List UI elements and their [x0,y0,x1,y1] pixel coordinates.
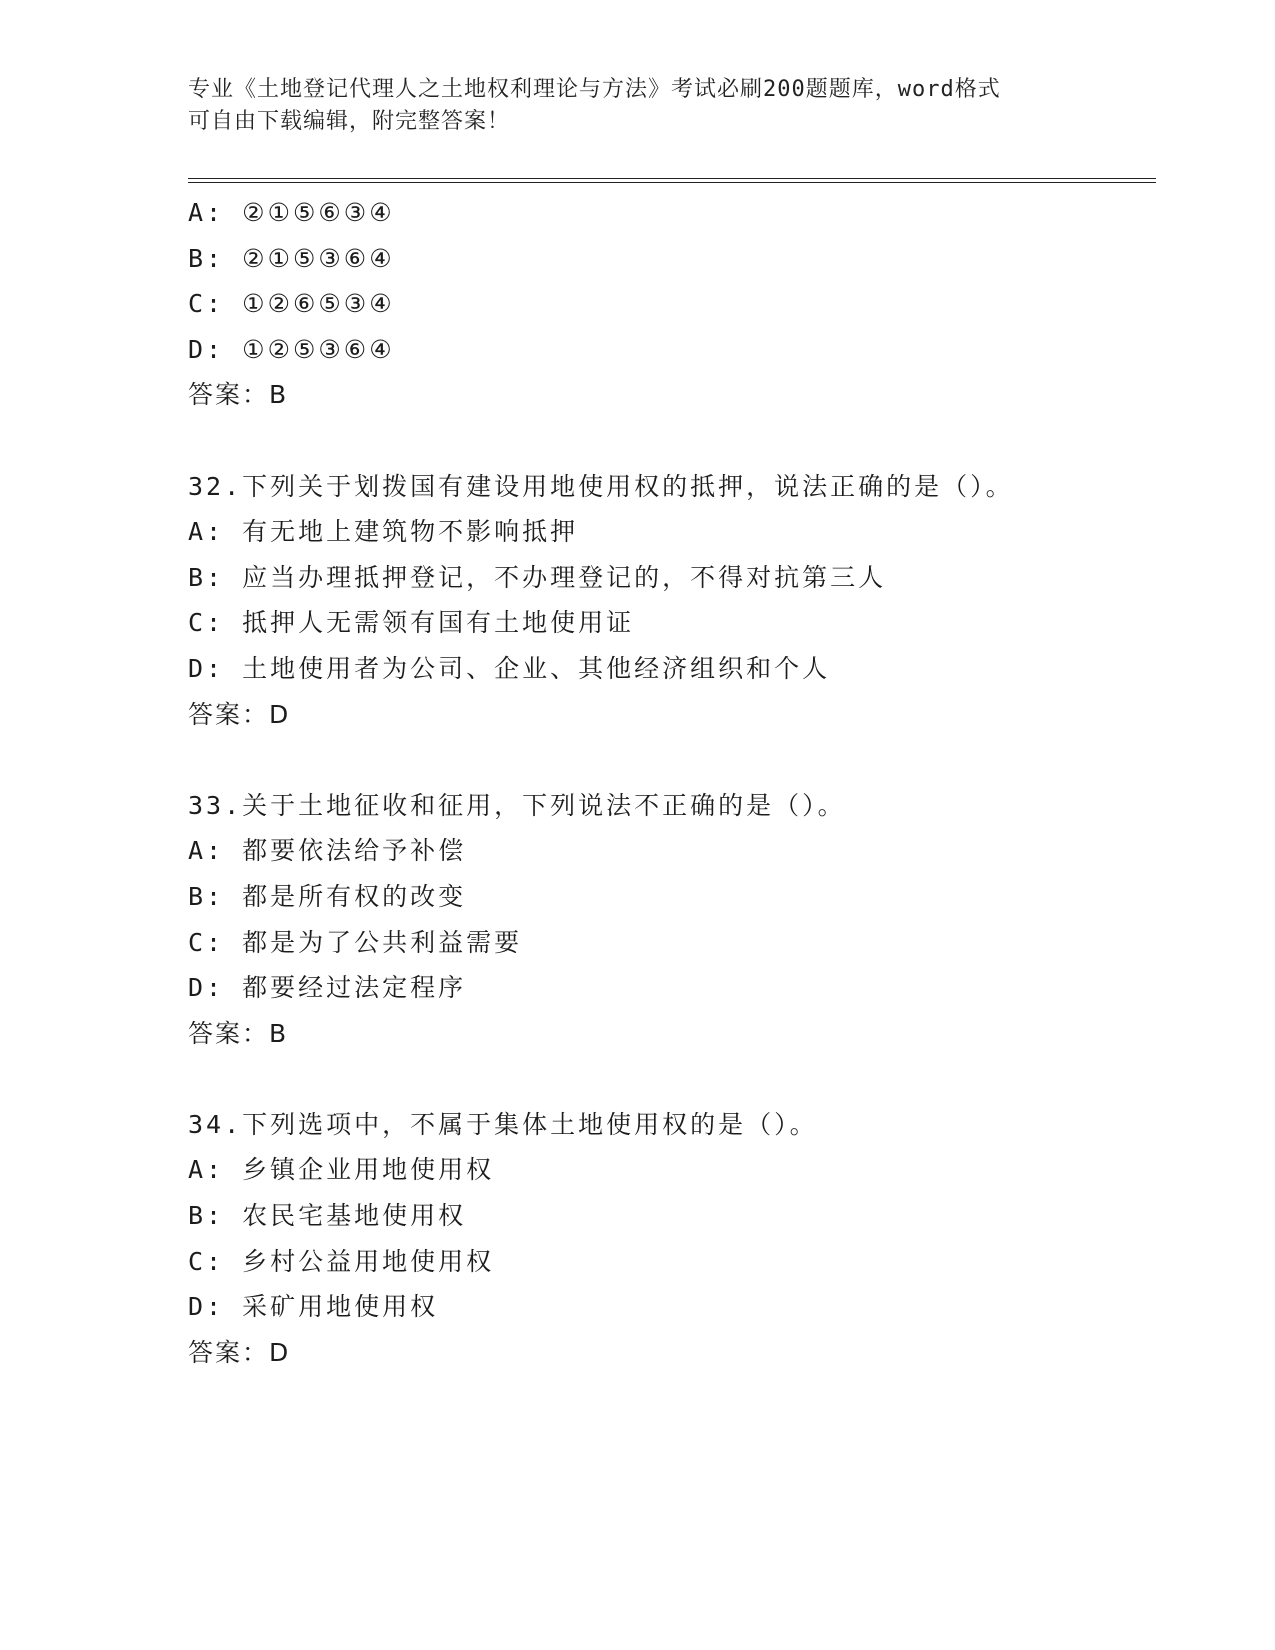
option-b: B: ②①⑤③⑥④ [188,243,395,273]
spacer [188,737,1156,783]
question-33-block [188,783,1156,1057]
spacer [188,1056,1156,1102]
header-line-2: 可自由下载编辑，附完整答案！ [188,109,511,134]
option-c: C: 抵押人无需领有国有土地使用证 [188,608,635,638]
question-34-block [188,1102,1156,1376]
question-list [188,190,1156,1375]
option-d: D: 采矿用地使用权 [188,1292,439,1322]
header-rule-bottom [188,182,1156,183]
option-c: C: 都是为了公共利益需要 [188,927,523,957]
question-text: 33.关于土地征收和征用，下列说法不正确的是（）。 [188,790,846,820]
answer-line: 答案：D [188,699,291,729]
option-c: C: ①②⑥⑤③④ [188,289,395,319]
answer-line: 答案：B [188,1018,289,1048]
option-a: A: ②①⑤⑥③④ [188,198,395,227]
option-d: D: 土地使用者为公司、企业、其他经济组织和个人 [188,653,831,683]
question-32-block [188,464,1156,738]
option-a: A: 有无地上建筑物不影响抵押 [188,517,579,547]
option-d: D: 都要经过法定程序 [188,973,467,1003]
question-31-block [188,190,1156,418]
question-text: 32.下列关于划拨国有建设用地使用权的抵押，说法正确的是（）。 [188,471,1014,501]
option-c: C: 乡村公益用地使用权 [188,1246,495,1276]
option-a: A: 乡镇企业用地使用权 [188,1155,495,1185]
option-b: B: 农民宅基地使用权 [188,1201,467,1231]
option-d: D: ①②⑤③⑥④ [188,334,395,364]
answer-line: 答案：D [188,1337,291,1367]
option-b: B: 应当办理抵押登记，不办理登记的，不得对抗第三人 [188,562,887,592]
question-text: 34.下列选项中，不属于集体土地使用权的是（）。 [188,1109,818,1139]
option-b: B: 都是所有权的改变 [188,881,467,911]
header-rule-top [188,178,1156,179]
option-a: A: 都要依法给予补偿 [188,836,467,866]
answer-line: 答案：B [188,380,289,410]
document-header [188,74,1088,138]
spacer [188,418,1156,464]
header-line-1: 专业《土地登记代理人之土地权利理论与方法》考试必刷200题题库，word格式 [188,77,1001,102]
